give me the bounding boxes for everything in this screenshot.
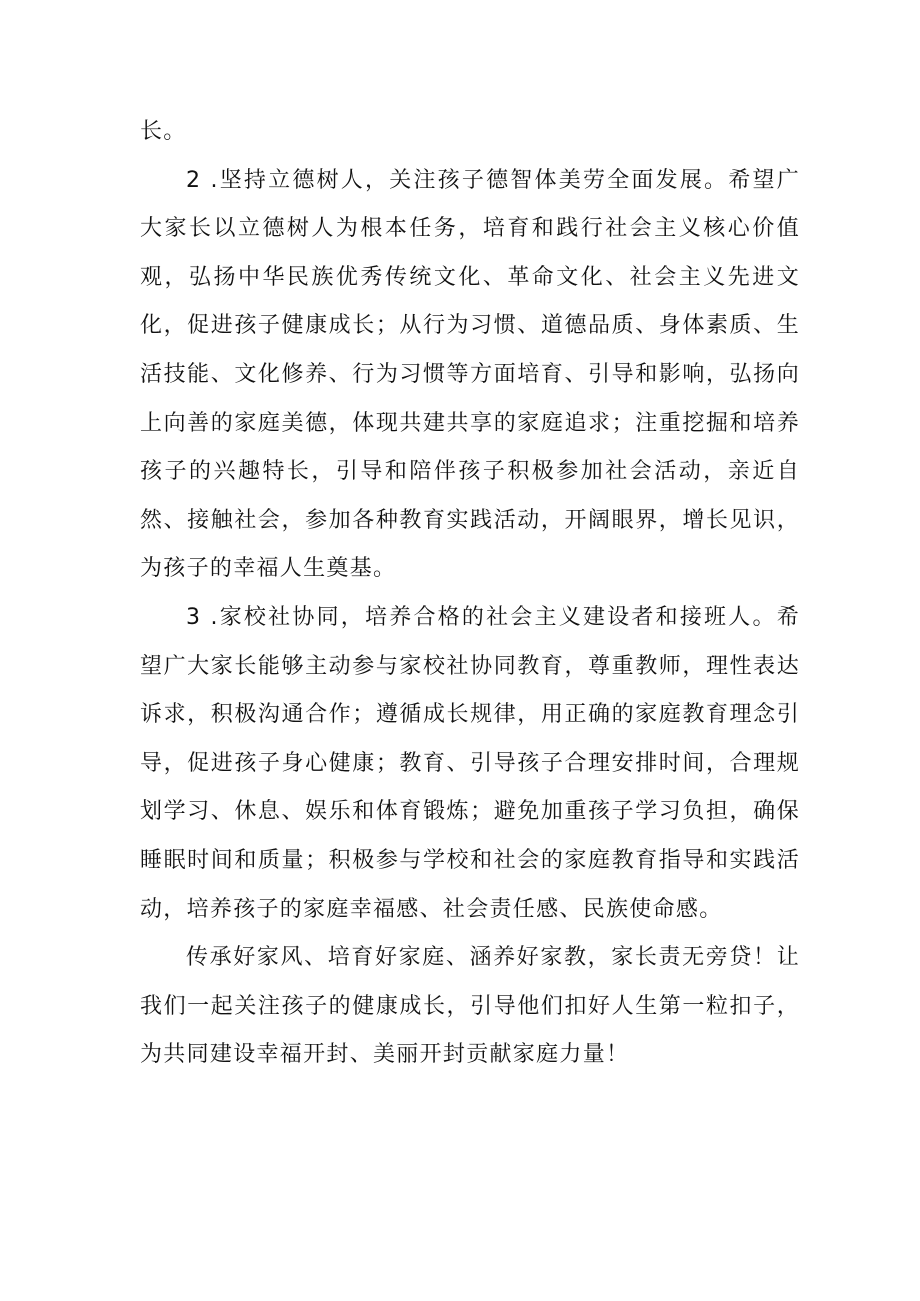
paragraph-point-2: 2 .坚持立德树人，关注孩子德智体美劳全面发展。希望广大家长以立德树人为根本任务，培育和践行社会主义核心价值观，弘扬中华民族优秀传统文化、革命文化、社会主义先进文化，促进孩子健康成长；从行为习惯、道德品质、身体素质、生活技能、文化修养、行为习惯等方面培育、引导和影响，弘扬向上向善的家庭美德，体现共建共享的家庭追求；注重挖掘和培养孩子的兴趣特长，引导和陪伴孩子积极参加社会活动，亲近自然、接触社会，参加各种教育实践活动，开阔眼界，增长见识，为孩子的幸福人生奠基。	[140, 167, 800, 582]
paragraph-closing: 传承好家风、培育好家庭、涵养好家教，家长责无旁贷！让我们一起关注孩子的健康成长，引导他们扣好人生第一粒扣子，为共同建设幸福开封、美丽开封贡献家庭力量！	[140, 945, 800, 1068]
paragraph-point-3: 3 .家校社协同，培养合格的社会主义建设者和接班人。希望广大家长能够主动参与家校社协同教育，尊重教师，理性表达诉求，积极沟通合作；遵循成长规律，用正确的家庭教育理念引导，促进孩子身心健康；教育、引导孩子合理安排时间，合理规划学习、休息、娱乐和体育锻炼；避免加重孩子学习负担，确保睡眠时间和质量；积极参与学校和社会的家庭教育指导和实践活动，培养孩子的家庭幸福感、社会责任感、民族使命感。	[140, 604, 800, 922]
document-page	[140, 108, 800, 1080]
paragraph-continuation: 长。	[140, 119, 187, 144]
